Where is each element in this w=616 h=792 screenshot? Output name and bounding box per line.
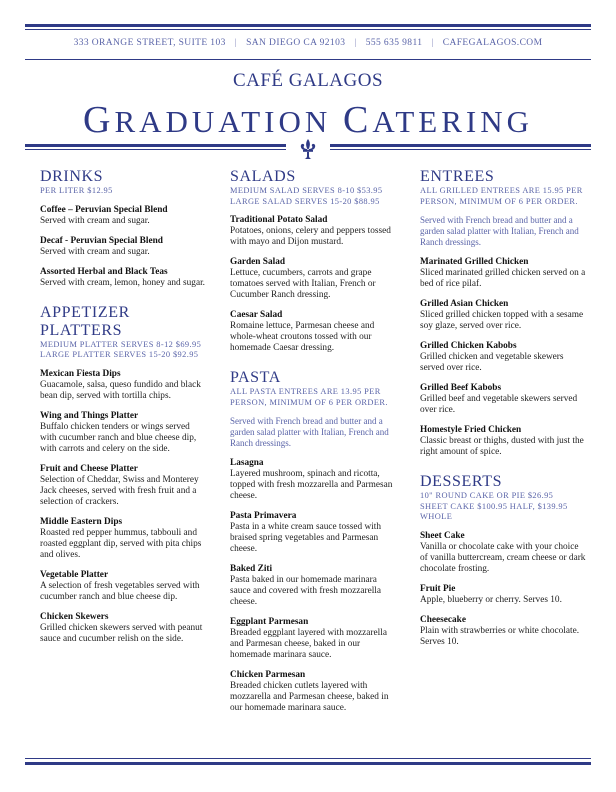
menu-item: Vegetable Platter A selection of fresh vegetables served with cucumber ranch and blue cheese dip.	[40, 569, 200, 602]
drinks-heading: DRINKS	[40, 168, 104, 185]
title-rule-thick-right	[330, 144, 591, 147]
pasta-price: ALL PASTA ENTREES ARE 13.95 PER PERSON, MINIMUM OF 6 PER ORDER.	[230, 387, 388, 407]
menu-item: Caesar Salad Romaine lettuce, Parmesan cheese and whole-wheat croutons tossed with our homemade Caesar dressing.	[230, 310, 375, 353]
menu-item: Baked Ziti Pasta baked in our homemade marinara sauce and covered with fresh mozzarella cheese.	[230, 564, 381, 607]
fleur-de-lis-icon	[296, 138, 320, 162]
bottom-rule-thick	[25, 762, 591, 765]
restaurant-name: CAFÉ GALAGOS	[232, 70, 384, 91]
pasta-note: Served with French bread and butter and a garden salad platter with Italian, French and Ranch dressings.	[230, 416, 389, 448]
column-right	[420, 168, 588, 657]
menu-item: Marinated Grilled Chicken Sliced marinated grilled chicken served on a bed of rice pilaf.	[420, 257, 586, 289]
desserts-heading: DESSERTS	[420, 473, 503, 490]
menu-item: Traditional Potato Salad Potatoes, onions, celery and peppers tossed with mayo and Dijon mustard.	[230, 215, 391, 247]
menu-item: Chicken Skewers Grilled chicken skewers served with peanut sauce and cucumber relish on the side.	[40, 611, 203, 644]
menu-item: Assorted Herbal and Black Teas Served with cream, lemon, honey and sugar.	[40, 266, 205, 288]
entrees-heading: ENTREES	[420, 168, 495, 185]
pasta-heading: PASTA	[230, 369, 281, 386]
drinks-price: PER LITER $12.95	[40, 186, 113, 195]
appetizers-heading: APPETIZER PLATTERS	[40, 303, 130, 339]
menu-item: Chicken Parmesan Breaded chicken cutlets layered with mozzarella and Parmesan cheese, baked in our homemade marinara sauce.	[230, 670, 389, 713]
top-rule-thick	[25, 24, 591, 27]
address: 333 ORANGE STREET, SUITE 103	[73, 38, 226, 48]
menu-item: Fruit Pie Apple, blueberry or cherry. Serves 10.	[420, 583, 562, 605]
menu-item: Grilled Asian Chicken Sliced grilled chicken topped with a sesame soy glaze, served over rice.	[420, 299, 584, 331]
menu-item: Pasta Primavera Pasta in a white cream sauce tossed with braised spring vegetables and Parmesan cheese.	[230, 511, 382, 554]
salads-heading: SALADS	[230, 168, 296, 185]
desserts-price: 10" ROUND CAKE OR PIE $26.95 SHEET CAKE $100.95 HALF, $139.95 WHOLE	[420, 491, 568, 521]
menu-item: Grilled Chicken Kabobs Grilled chicken and vegetable skewers served over rice.	[420, 341, 564, 373]
bottom-rule-thin	[25, 758, 591, 759]
menu-item: Eggplant Parmesan Breaded eggplant layered with mozzarella and Parmesan cheese, baked in our homemade marinara sauce.	[230, 617, 387, 660]
title-rule-thin-left	[25, 149, 286, 150]
column-middle	[230, 168, 398, 723]
menu-item: Sheet Cake Vanilla or chocolate cake with your choice of vanilla buttercream, cream cheese or dark chocolate frosting.	[420, 530, 586, 574]
top-rule-thin	[25, 29, 591, 30]
menu-item: Garden Salad Lettuce, cucumbers, carrots and grape tomatoes served with Italian, French or Cucumber Ranch dressing.	[230, 257, 376, 300]
menu-item: Decaf - Peruvian Special Blend Served with cream and sugar.	[40, 235, 163, 257]
salads-price: MEDIUM SALAD SERVES 8-10 $53.95 LARGE SALAD SERVES 15-20 $88.95	[230, 186, 383, 206]
menu-title: GRADUATION CATERING	[83, 99, 533, 141]
menu-item: Cheesecake Plain with strawberries or white chocolate. Serves 10.	[420, 614, 580, 647]
contact-rule	[25, 59, 591, 60]
menu-item: Homestyle Fried Chicken Classic breast or thighs, dusted with just the right amount of spice.	[420, 425, 584, 457]
menu-item: Mexican Fiesta Dips Guacamole, salsa, queso fundido and black bean dip, served with tortilla chips.	[40, 368, 201, 401]
title-rule-thick-left	[25, 144, 286, 147]
appetizers-price: MEDIUM PLATTER SERVES 8-12 $69.95 LARGE PLATTER SERVES 15-20 $92.95	[40, 339, 202, 359]
menu-item: Lasagna Layered mushroom, spinach and ricotta, topped with fresh mozzarella and Parmesan cheese.	[230, 458, 393, 501]
city: SAN DIEGO CA 92103	[246, 38, 346, 48]
column-left	[40, 168, 208, 654]
title-rule-thin-right	[330, 149, 591, 150]
phone: 555 635 9811	[365, 38, 423, 48]
entrees-price: ALL GRILLED ENTREES ARE 15.95 PER PERSON, MINIMUM OF 6 PER ORDER.	[420, 186, 583, 206]
menu-item: Fruit and Cheese Platter Selection of Cheddar, Swiss and Monterey Jack cheeses, served with fresh fruit and a selection of crackers.	[40, 463, 199, 507]
entrees-note: Served with French bread and butter and a garden salad platter with Italian, French and Ranch dressings.	[420, 215, 579, 247]
website: CAFEGALAGOS.COM	[442, 38, 543, 48]
menu-item: Wing and Things Platter Buffalo chicken tenders or wings served with cucumber ranch and blue cheese dip, with carrots and celery on the side.	[40, 410, 197, 454]
menu-item: Grilled Beef Kabobs Grilled beef and vegetable skewers served over rice.	[420, 383, 578, 415]
menu-item: Middle Eastern Dips Roasted red pepper hummus, tabbouli and roasted eggplant dip, served with pita chips and olives.	[40, 516, 202, 560]
contact-bar: 333 ORANGE STREET, SUITE 103 | SAN DIEGO CA 92103 | 555 635 9811 | CAFEGALAGOS.COM	[73, 38, 543, 48]
menu-item: Coffee – Peruvian Special Blend Served with cream and sugar.	[40, 204, 168, 226]
